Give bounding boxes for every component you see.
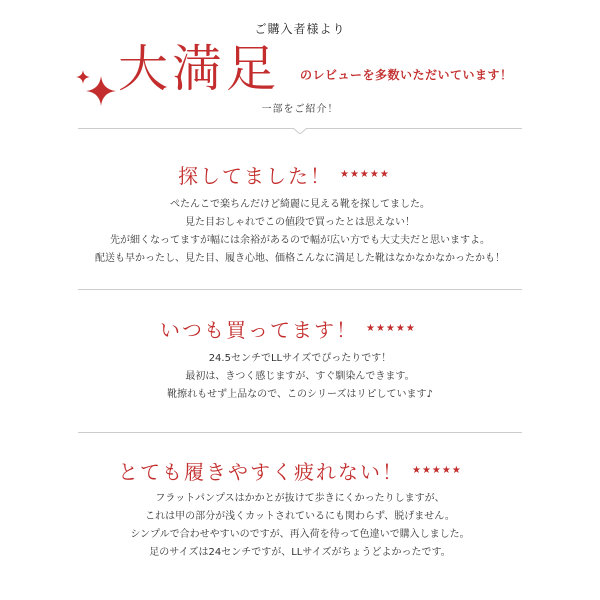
star-rating: ★★★★★	[340, 169, 390, 180]
divider	[78, 432, 522, 433]
intro-text: 一部をご紹介！	[261, 104, 339, 115]
review-line: シンプルで合わせやすいのですが、再入荷を待って色違いで購入しました。	[130, 529, 470, 540]
review-line: 配送も早かったし、見た目、履き心地、価格こんなに満足した靴はなかなかなかったかも！	[95, 253, 505, 264]
main-title: 大満足	[118, 40, 280, 98]
review-line: 足のサイズは24センチですが、LLサイズがちょうどよかったです。	[149, 547, 451, 558]
review-line: 24.5センチでLLサイズでぴったりです！	[208, 353, 392, 364]
header-subtitle: ご購入者様より	[254, 22, 346, 36]
review-header	[160, 314, 416, 343]
review-text	[0, 490, 600, 562]
review-line: 靴擦れもせず上品なので、このシリーズはリピしています♪	[167, 389, 433, 400]
review-title: いつも買ってます！	[160, 318, 358, 342]
review-line: フラットパンプスはかかとが抜けて歩きにくかったりしますが、	[155, 493, 445, 504]
review-title: とても履きやすく疲れない！	[118, 460, 404, 484]
divider	[78, 289, 522, 290]
review-header	[178, 160, 390, 189]
review-line: 最初は、きつく感じますが、すぐ馴染んできます。	[185, 371, 415, 382]
review-line: 見た目おしゃれでこの値段で買ったとは思えない！	[185, 217, 415, 228]
review-text	[0, 196, 600, 268]
star-rating: ★★★★★	[412, 465, 462, 476]
star-rating: ★★★★★	[366, 323, 416, 334]
main-title-suffix: のレビューを多数いただいています！	[300, 68, 513, 82]
review-title: 探してました！	[178, 164, 332, 188]
review-header	[118, 456, 462, 485]
review-line: 先が細くなってますが幅には余裕があるので幅が広い方でも大丈夫だと思いますよ。	[110, 235, 490, 246]
divider-arrow-icon	[292, 122, 308, 134]
review-text	[0, 350, 600, 404]
review-line: これは甲の部分が浅くカットされているにも関わらず、脱げません。	[145, 511, 455, 522]
review-line: ぺたんこで楽ちんだけど綺麗に見える靴を探してました。	[170, 199, 430, 210]
